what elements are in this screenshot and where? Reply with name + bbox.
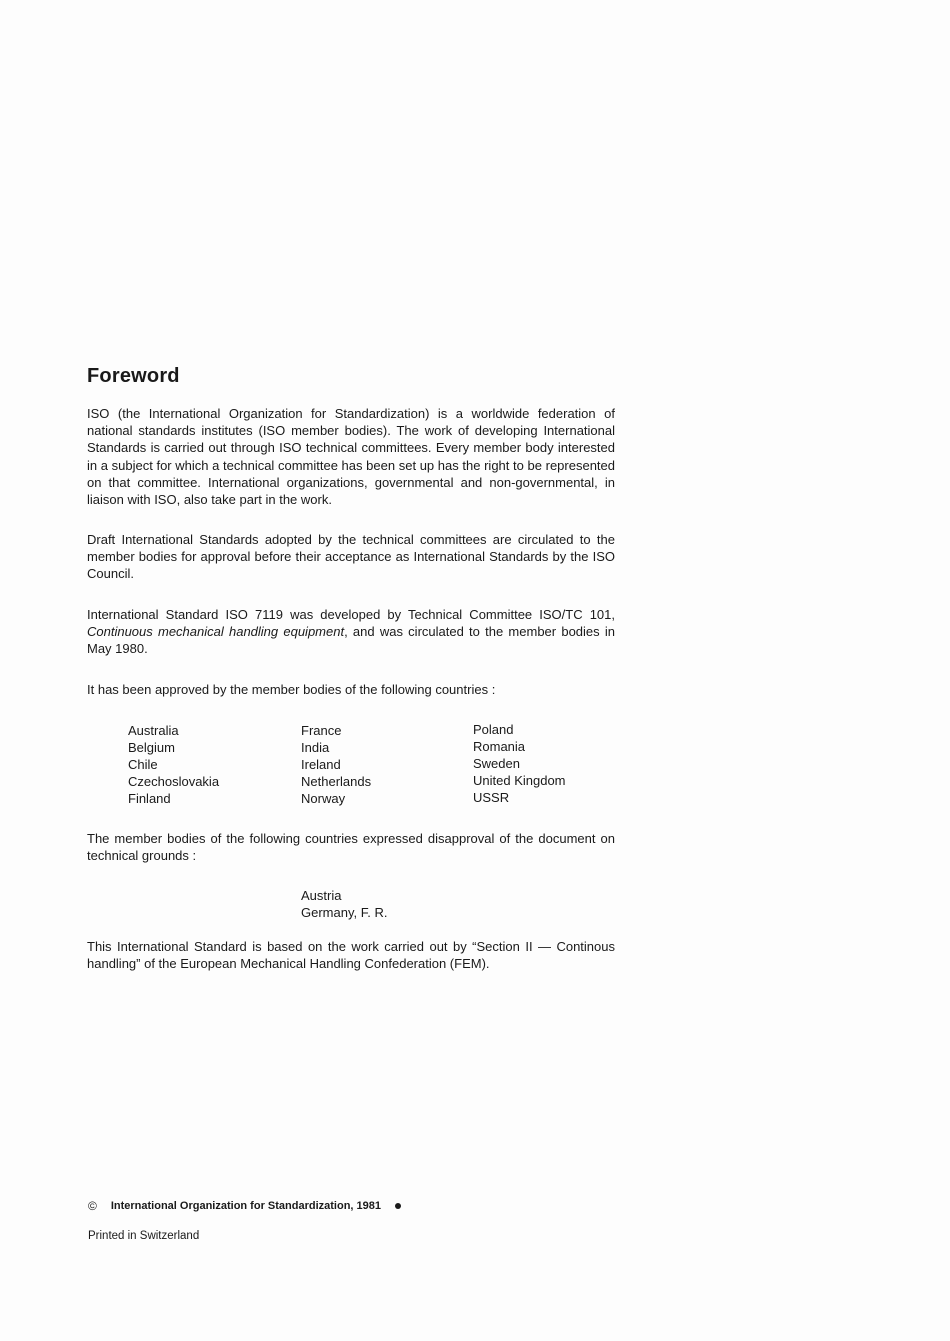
country-item: Sweden: [473, 756, 520, 771]
country-item: Netherlands: [301, 774, 372, 789]
country-item: Austria: [301, 888, 342, 903]
committee-title: Continuous mechanical handling equipment: [87, 624, 345, 640]
fem-basis-paragraph: This International Standard is based on the work carried out by “Section II — Continous handling” of the European Mechanical Handling Confederation (FEM).: [87, 939, 615, 972]
approved-countries-column-3: [473, 721, 566, 806]
country-item: Ireland: [301, 757, 341, 772]
foreword-paragraph-iso: ISO (the International Organization for Standardization) is a worldwide federation of national standards institutes (ISO member bodies). The work of developing International Standards is carried out through ISO technical committees. Every member body interested in a subject for which a technical committee has been set up has the right to be represented on that committee. International organizations, governmental and non-governmental, in liaison with ISO, also take part in the work.: [87, 406, 615, 508]
country-item: Australia: [128, 723, 179, 738]
country-item: Germany, F. R.: [301, 905, 388, 920]
approved-countries-column-1: [128, 722, 219, 807]
country-item: Poland: [473, 722, 514, 737]
country-item: Finland: [128, 791, 171, 806]
country-item: United Kingdom: [473, 773, 566, 788]
country-item: Romania: [473, 739, 526, 754]
bullet-icon: [395, 1203, 401, 1209]
copyright-text: International Organization for Standardization, 1981: [110, 1200, 381, 1212]
copyright-line: [88, 1199, 401, 1213]
copyright-icon: ©: [88, 1199, 97, 1213]
country-item: Belgium: [128, 740, 175, 755]
approval-intro: It has been approved by the member bodies of the following countries :: [87, 682, 496, 697]
country-item: Norway: [301, 791, 346, 806]
country-item: USSR: [473, 790, 510, 805]
printed-location: Printed in Switzerland: [88, 1230, 200, 1242]
page-title: Foreword: [87, 365, 180, 387]
standard-text-prefix: International Standard ISO 7119 was developed by Technical Committee ISO/TC 101,: [87, 607, 615, 622]
country-item: Chile: [128, 757, 158, 772]
disapproval-intro: The member bodies of the following countries expressed disapproval of the document on technical grounds :: [87, 831, 615, 864]
country-item: India: [301, 740, 330, 755]
approved-countries-column-2: [301, 722, 371, 807]
country-item: Czechoslovakia: [128, 774, 220, 789]
disapproving-countries: [301, 887, 387, 921]
country-item: France: [301, 723, 342, 738]
standard-text-suffix: , and was circulated to the member bodies in May 1980.: [87, 624, 615, 657]
foreword-paragraph-standard: [87, 606, 615, 658]
foreword-paragraph-draft: Draft International Standards adopted by the technical committees are circulated to the member bodies for approval before their acceptance as International Standards by the ISO Council.: [87, 532, 615, 582]
